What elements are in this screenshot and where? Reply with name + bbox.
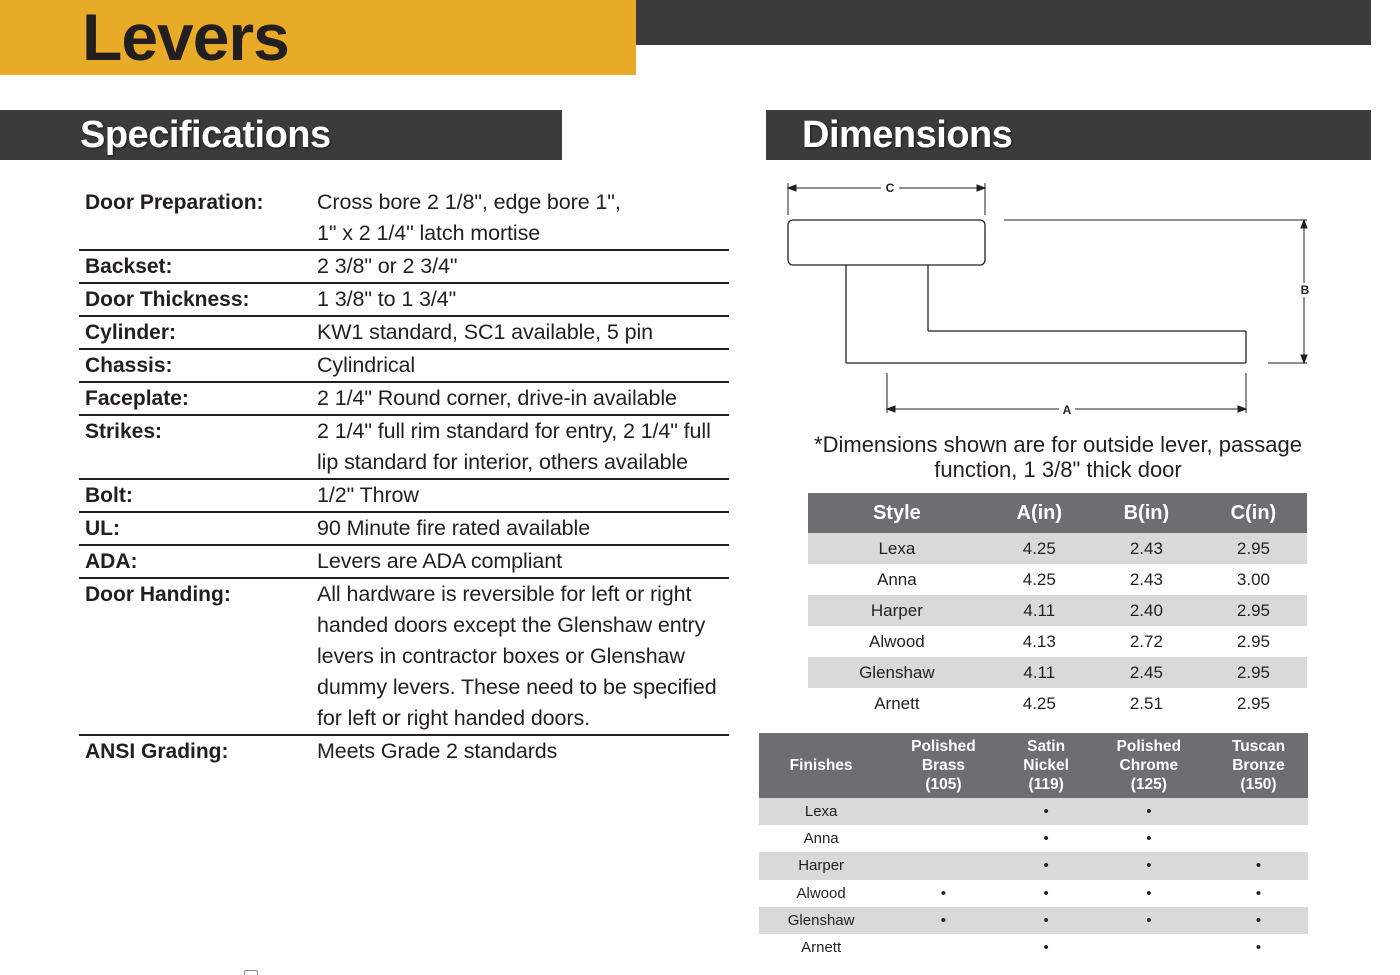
spec-row: [79, 317, 729, 350]
empty-cell: [883, 825, 1003, 852]
spec-label: Faceplate:: [85, 387, 189, 410]
spec-value: Levers are ADA compliant: [317, 549, 562, 573]
table-cell: 4.25: [1022, 693, 1056, 713]
finish-style-name: Anna: [803, 830, 839, 848]
finish-style-name: Harper: [759, 852, 883, 879]
table-cell: Lexa: [808, 533, 986, 564]
spec-value: 1 3/8" to 1 3/4": [317, 287, 457, 311]
spec-row: [79, 251, 729, 284]
spec-value: 1/2" Throw: [317, 483, 419, 507]
table-row: [759, 934, 1308, 961]
dimensions-header: [766, 110, 1371, 160]
lever-dimension-diagram: [780, 175, 1320, 425]
spec-value: 2 1/4" full rim standard for entry, 2 1/4" full lip standard for interior, others available: [317, 419, 711, 474]
dimension-label-a: A: [1062, 403, 1072, 417]
table-row: [808, 688, 1307, 719]
availability-dot: •: [1146, 884, 1152, 902]
table-cell: 2.40: [1093, 595, 1200, 626]
availability-dot: •: [1146, 830, 1152, 848]
spec-row: [79, 187, 729, 251]
availability-dot: •: [1004, 852, 1089, 879]
table-row: [808, 626, 1307, 657]
availability-dot: •: [1043, 884, 1049, 902]
empty-cell: [1209, 825, 1308, 852]
table-cell: Glenshaw: [808, 657, 986, 688]
spec-row: [79, 513, 729, 546]
spec-value: KW1 standard, SC1 available, 5 pin: [317, 320, 654, 344]
empty-cell: [883, 852, 1003, 879]
dimensions-heading: Dimensions: [802, 114, 1013, 156]
spec-value: 90 Minute fire rated available: [317, 516, 591, 540]
spec-value: 2 3/8" or 2 3/4": [317, 254, 458, 278]
table-cell: 2.95: [1236, 693, 1270, 713]
spec-label: Cylinder:: [85, 321, 177, 344]
table-row: [808, 564, 1307, 595]
dimension-label-c: C: [885, 181, 895, 195]
dimensions-note: *Dimensions shown are for outside lever, passage function, 1 3/8" thick door: [814, 432, 1302, 482]
lever-outline: [788, 220, 1246, 363]
availability-dot: •: [883, 907, 1003, 934]
table-cell: Harper: [808, 595, 986, 626]
finish-style-name: Alwood: [796, 884, 846, 902]
dimensions-table-header: [808, 493, 1307, 533]
table-row: [759, 880, 1308, 907]
page-title: Levers: [82, 0, 289, 74]
availability-dot: •: [1043, 830, 1049, 848]
finishes-table: [759, 733, 1308, 961]
spec-row: [79, 416, 729, 480]
spec-value: 2 1/4" Round corner, drive-in available: [317, 386, 677, 410]
table-cell: 2.95: [1200, 595, 1307, 626]
table-row: [759, 852, 1308, 879]
table-cell: Alwood: [868, 631, 925, 651]
availability-dot: •: [1089, 907, 1209, 934]
table-cell: 4.13: [1022, 631, 1056, 651]
spec-label: ADA:: [85, 550, 138, 573]
table-cell: 2.95: [1200, 533, 1307, 564]
empty-cell: [883, 934, 1003, 961]
finishes-column-header: Tuscan Bronze (150): [1209, 733, 1308, 798]
dimensions-column-header: B(in): [1093, 493, 1200, 533]
availability-dot: •: [1043, 939, 1049, 957]
table-row: [759, 825, 1308, 852]
empty-cell: [1209, 798, 1308, 825]
specifications-heading: Specifications: [80, 114, 331, 156]
spec-label: Door Thickness:: [85, 288, 250, 311]
spec-row: [79, 350, 729, 383]
specifications-header: [0, 110, 562, 160]
empty-cell: [883, 798, 1003, 825]
dimensions-column-header: C(in): [1200, 493, 1307, 533]
specifications-table: [79, 187, 729, 767]
finishes-column-header: Satin Nickel (119): [1004, 733, 1089, 798]
table-cell: 2.95: [1236, 631, 1270, 651]
finish-style-name: Arnett: [801, 939, 842, 957]
spec-row: [79, 480, 729, 513]
spec-row: [79, 284, 729, 317]
spec-label: Chassis:: [85, 354, 173, 377]
table-cell: 2.95: [1200, 657, 1307, 688]
table-cell: 2.43: [1093, 533, 1200, 564]
finishes-column-header: Finishes: [759, 733, 883, 798]
empty-cell: [1089, 934, 1209, 961]
table-cell: 2.45: [1093, 657, 1200, 688]
page-edge-mark: [244, 970, 258, 975]
availability-dot: •: [1004, 798, 1089, 825]
dimensions-table: [808, 493, 1307, 719]
table-cell: 2.72: [1129, 631, 1163, 651]
finishes-column-header: Polished Brass (105): [883, 733, 1003, 798]
spec-label: Door Preparation:: [85, 191, 264, 214]
table-cell: 2.51: [1129, 693, 1163, 713]
availability-dot: •: [1209, 852, 1308, 879]
spec-value: Cylindrical: [317, 353, 416, 377]
availability-dot: •: [940, 884, 947, 902]
header-dark-bar: [636, 0, 1371, 45]
spec-value: All hardware is reversible for left or right handed doors except the Glenshaw entry levers in contractor boxes or Glenshaw dummy levers. These need to be specified for left or right handed doors.: [317, 582, 717, 730]
dimensions-column-header: A(in): [986, 493, 1093, 533]
spec-label: ANSI Grading:: [85, 740, 229, 763]
spec-label: UL:: [85, 517, 120, 540]
title-banner: [0, 0, 636, 75]
availability-dot: •: [1255, 884, 1262, 902]
table-cell: Anna: [877, 569, 917, 589]
spec-row: [79, 383, 729, 416]
table-cell: 2.43: [1129, 569, 1163, 589]
table-cell: 4.25: [1022, 569, 1056, 589]
table-cell: Arnett: [874, 693, 920, 713]
table-cell: 4.25: [986, 533, 1093, 564]
availability-dot: •: [1209, 907, 1308, 934]
availability-dot: •: [1089, 798, 1209, 825]
spec-row: [79, 546, 729, 579]
availability-dot: •: [1004, 907, 1089, 934]
dimension-lines: [788, 183, 1307, 413]
spec-value: Meets Grade 2 standards: [317, 739, 558, 763]
spec-row: [79, 736, 729, 767]
finish-style-name: Lexa: [759, 798, 883, 825]
spec-value: Cross bore 2 1/8", edge bore 1", 1" x 2 1/4" latch mortise: [317, 190, 621, 245]
dimensions-column-header: Style: [808, 493, 986, 533]
spec-label: Door Handing:: [85, 583, 231, 606]
table-cell: 3.00: [1236, 569, 1270, 589]
dimension-label-b: B: [1300, 283, 1310, 297]
table-row: [808, 533, 1307, 564]
spec-row: [79, 579, 729, 736]
finishes-column-header: Polished Chrome (125): [1089, 733, 1209, 798]
finish-style-name: Glenshaw: [759, 907, 883, 934]
table-cell: 4.11: [986, 595, 1093, 626]
finishes-table-header: [759, 733, 1308, 798]
availability-dot: •: [1089, 852, 1209, 879]
table-row: [808, 657, 1307, 688]
availability-dot: •: [1255, 939, 1262, 957]
spec-label: Strikes:: [85, 420, 163, 443]
table-row: [759, 907, 1308, 934]
table-row: [808, 595, 1307, 626]
spec-label: Backset:: [85, 255, 173, 278]
table-cell: 4.11: [986, 657, 1093, 688]
spec-label: Bolt:: [85, 484, 133, 507]
table-row: [759, 798, 1308, 825]
